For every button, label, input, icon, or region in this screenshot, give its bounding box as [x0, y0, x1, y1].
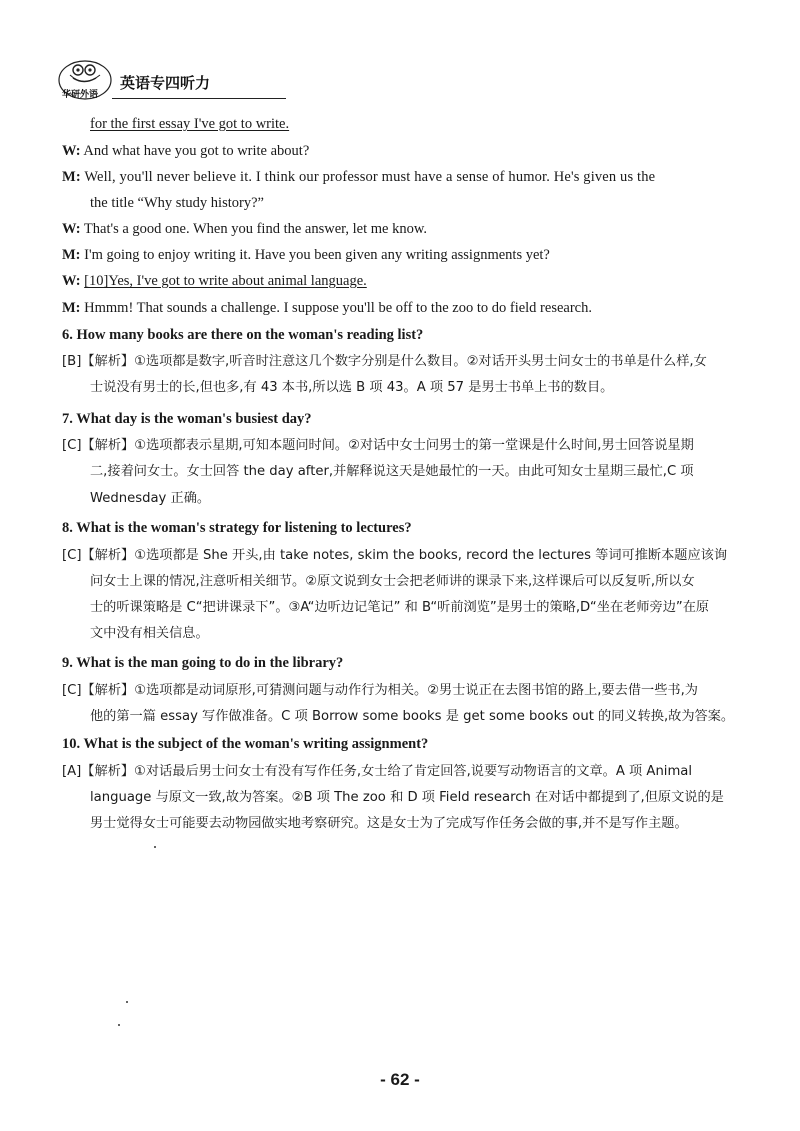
- answer-line: 士说没有男士的长,但也多,有 43 本书,所以选 B 项 43。A 项 57 是男士书单上书的数目。: [90, 380, 614, 395]
- page-header: [56, 58, 356, 104]
- dialogue-line: [62, 219, 427, 239]
- speaker-label: W:: [62, 273, 81, 289]
- answer-line: 二,接着问女士。女士回答 the day after,并解释说这天是她最忙的一天。由此可知女士星期三最忙,C 项: [90, 464, 694, 479]
- dialogue-text: for the first essay I've got to write.: [90, 116, 290, 132]
- question-text: 10. What is the subject of the woman's writing assignment?: [62, 736, 429, 752]
- dialogue-text: I'm going to enjoy writing it. Have you been given any writing assignments yet?: [84, 247, 550, 263]
- dialogue-text: And what have you got to write about?: [83, 143, 310, 159]
- dialogue-line: [62, 271, 367, 291]
- dialogue-line: [62, 167, 655, 187]
- question-text: 8. What is the woman's strategy for listening to lectures?: [62, 520, 412, 536]
- dialogue-line: [90, 193, 264, 213]
- dialogue-line: [62, 298, 592, 318]
- answer-line: [C]【解析】①选项都是动词原形,可猜测问题与动作行为相关。②男士说正在去图书馆的路上,要去借一些书,为: [62, 683, 698, 698]
- scan-speck: [154, 846, 156, 848]
- question-text: 6. How many books are there on the woman's reading list?: [62, 327, 424, 343]
- dialogue-text: Well, you'll never believe it. I think our professor must have a sense of humor. He's given us the: [84, 169, 656, 185]
- answer-line: [B]【解析】①选项都是数字,听音时注意这几个数字分别是什么数目。②对话开头男士问女士的书单是什么样,女: [62, 354, 707, 369]
- answer-line: Wednesday 正确。: [90, 491, 211, 506]
- logo-text: 华研外语: [62, 90, 99, 100]
- question-text: 9. What is the man going to do in the library?: [62, 655, 344, 671]
- scan-speck: [118, 1024, 120, 1026]
- answer-line: 问女士上课的情况,注意听相关细节。②原文说到女士会把老师讲的课录下来,这样课后可以反复听,所以女: [90, 574, 695, 589]
- answer-line: language 与原文一致,故为答案。②B 项 The zoo 和 D 项 Field research 在对话中都提到了,但原文说的是: [90, 790, 724, 805]
- question-text: 7. What day is the woman's busiest day?: [62, 411, 312, 427]
- header-title: 英语专四听力: [120, 74, 211, 92]
- answer-line: [C]【解析】①选项都表示星期,可知本题问时间。②对话中女士问男士的第一堂课是什么时间,男士回答说星期: [62, 438, 694, 453]
- speaker-label: W:: [62, 221, 81, 237]
- speaker-label: M:: [62, 247, 81, 263]
- header-divider: [112, 98, 286, 99]
- answer-line: [C]【解析】①选项都是 She 开头,由 take notes, skim the books, record the lectures 等词可推断本题应该询: [62, 548, 728, 563]
- dialogue-text: That's a good one. When you find the answer, let me know.: [83, 221, 428, 237]
- answer-line: 士的听课策略是 C“把讲课录下”。③A“边听边记笔记” 和 B“听前浏览”是男士的策略,D“坐在老师旁边”在原: [90, 600, 710, 615]
- answer-line: 男士觉得女士可能要去动物园做实地考察研究。这是女士为了完成写作任务会做的事,并不是写作主题。: [90, 816, 688, 831]
- dialogue-text: [10]Yes, I've got to write about animal language.: [84, 273, 367, 289]
- speaker-label: M:: [62, 169, 81, 185]
- answer-line: 文中没有相关信息。: [90, 626, 209, 641]
- dialogue-text: the title “Why study history?”: [90, 195, 264, 211]
- scan-speck: [126, 1001, 128, 1003]
- dialogue-text: Hmmm! That sounds a challenge. I suppose you'll be off to the zoo to do field research.: [84, 300, 592, 316]
- dialogue-line: [62, 245, 550, 265]
- speaker-label: W:: [62, 143, 81, 159]
- speaker-label: M:: [62, 300, 81, 316]
- answer-line: 他的第一篇 essay 写作做准备。C 项 Borrow some books 是 get some books out 的同义转换,故为答案。: [90, 709, 735, 724]
- page-number: - 62 -: [380, 1070, 420, 1089]
- answer-line: [A]【解析】①对话最后男士问女士有没有写作任务,女士给了肯定回答,说要写动物语言的文章。A 项 Animal: [62, 764, 693, 779]
- dialogue-line: [90, 114, 289, 134]
- dialogue-line: [62, 141, 309, 161]
